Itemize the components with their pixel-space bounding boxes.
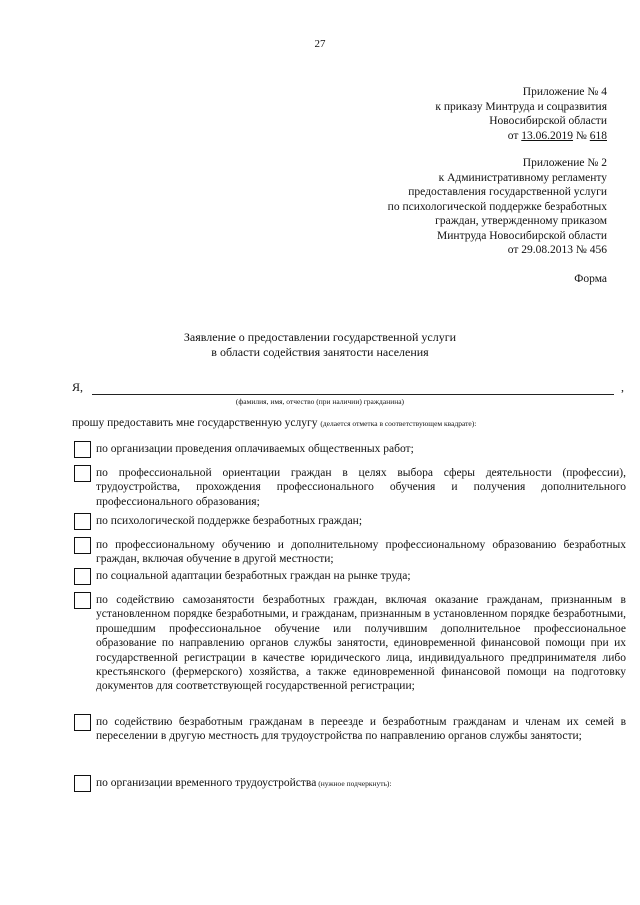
option-checkbox[interactable] xyxy=(74,513,91,530)
appendix-line: предоставления государственной услуги xyxy=(408,186,607,198)
form-label: Форма xyxy=(574,273,607,285)
option-note: (нужное подчеркнуть): xyxy=(316,779,392,788)
applicant-caption: (фамилия, имя, отчество (при наличии) гражданина) xyxy=(235,397,405,406)
request-line xyxy=(72,417,632,429)
document-title xyxy=(0,330,640,360)
option-checkbox[interactable] xyxy=(74,441,91,458)
option-text-line xyxy=(96,776,626,791)
option-checkbox[interactable] xyxy=(74,592,91,609)
appendix-line: Новосибирской области xyxy=(489,115,607,127)
date-prefix: от xyxy=(507,129,522,142)
appendix-line: Приложение № 2 xyxy=(522,157,607,169)
title-line-1: Заявление о предоставлении государственной услуги xyxy=(183,330,457,344)
order-number: 618 xyxy=(589,129,607,142)
applicant-name-field[interactable] xyxy=(92,394,614,395)
option-text: по содействию безработным гражданам в переезде и безработным гражданам и членам их семей в переселении в другую местность для трудоустройства по направлению органов службы занятости; xyxy=(96,716,626,743)
option-checkbox[interactable] xyxy=(74,775,91,792)
applicant-suffix: , xyxy=(621,380,624,394)
option-text: по организации временного трудоустройства xyxy=(96,777,317,789)
option-text: по профессиональной ориентации граждан в целях выбора сферы деятельности (профессии), трудоустройства, прохождения профессионального обучения и получения дополнительного профессионального образования; xyxy=(96,467,626,508)
option-checkbox[interactable] xyxy=(74,568,91,585)
appendix-line: от 29.08.2013 № 456 xyxy=(507,244,607,256)
option-text: по организации проведения оплачиваемых общественных работ; xyxy=(96,443,414,455)
option-text: по психологической поддержке безработных граждан; xyxy=(96,515,363,527)
number-prefix: № xyxy=(573,129,590,142)
appendix-2-header xyxy=(388,156,607,258)
option-text: по социальной адаптации безработных граждан на рынке труда; xyxy=(96,570,411,582)
title-line-2: в области содействия занятости населения xyxy=(211,345,429,359)
request-note: (делается отметка в соответствующем квадрате): xyxy=(320,419,477,428)
option-text: по профессиональному обучению и дополнительному профессиональному образованию безработных граждан, включая обучение в другой местности; xyxy=(96,539,626,566)
appendix-line: Приложение № 4 xyxy=(522,86,607,98)
order-date: 13.06.2019 xyxy=(521,129,574,142)
appendix-line: граждан, утвержденному приказом xyxy=(435,215,607,227)
request-text: прошу предоставить мне государственную услугу xyxy=(72,417,318,429)
option-checkbox[interactable] xyxy=(74,714,91,731)
appendix-line: Минтруда Новосибирской области xyxy=(437,229,607,242)
appendix-line: к приказу Минтруда и соцразвития xyxy=(435,100,607,113)
appendix-line: к Административному регламенту xyxy=(438,171,607,184)
page-number: 27 xyxy=(314,38,326,50)
appendix-line: по психологической поддержке безработных xyxy=(387,200,607,213)
option-checkbox[interactable] xyxy=(74,465,91,482)
appendix-date-line xyxy=(435,129,607,144)
option-checkbox[interactable] xyxy=(74,537,91,554)
appendix-4-header xyxy=(435,85,607,143)
option-text: по содействию самозанятости безработных граждан, включая оказание гражданам, признанным в установленном порядке безработными, и гражданам, признанным в установленном порядке безработными, прошедшим профессиональное обучение или получившим дополнительное профессиональное образование по направлению органов службы занятости, единовременной финансовой помощи при их государственной регистрации в качестве юридического лица, индивидуального предпринимателя либо крестьянского (фермерского) хозяйства, а также единовременной финансовой помощи на подготовку документов для соответствующей государственной регистрации; xyxy=(96,594,626,693)
applicant-prefix: Я, xyxy=(72,380,84,394)
